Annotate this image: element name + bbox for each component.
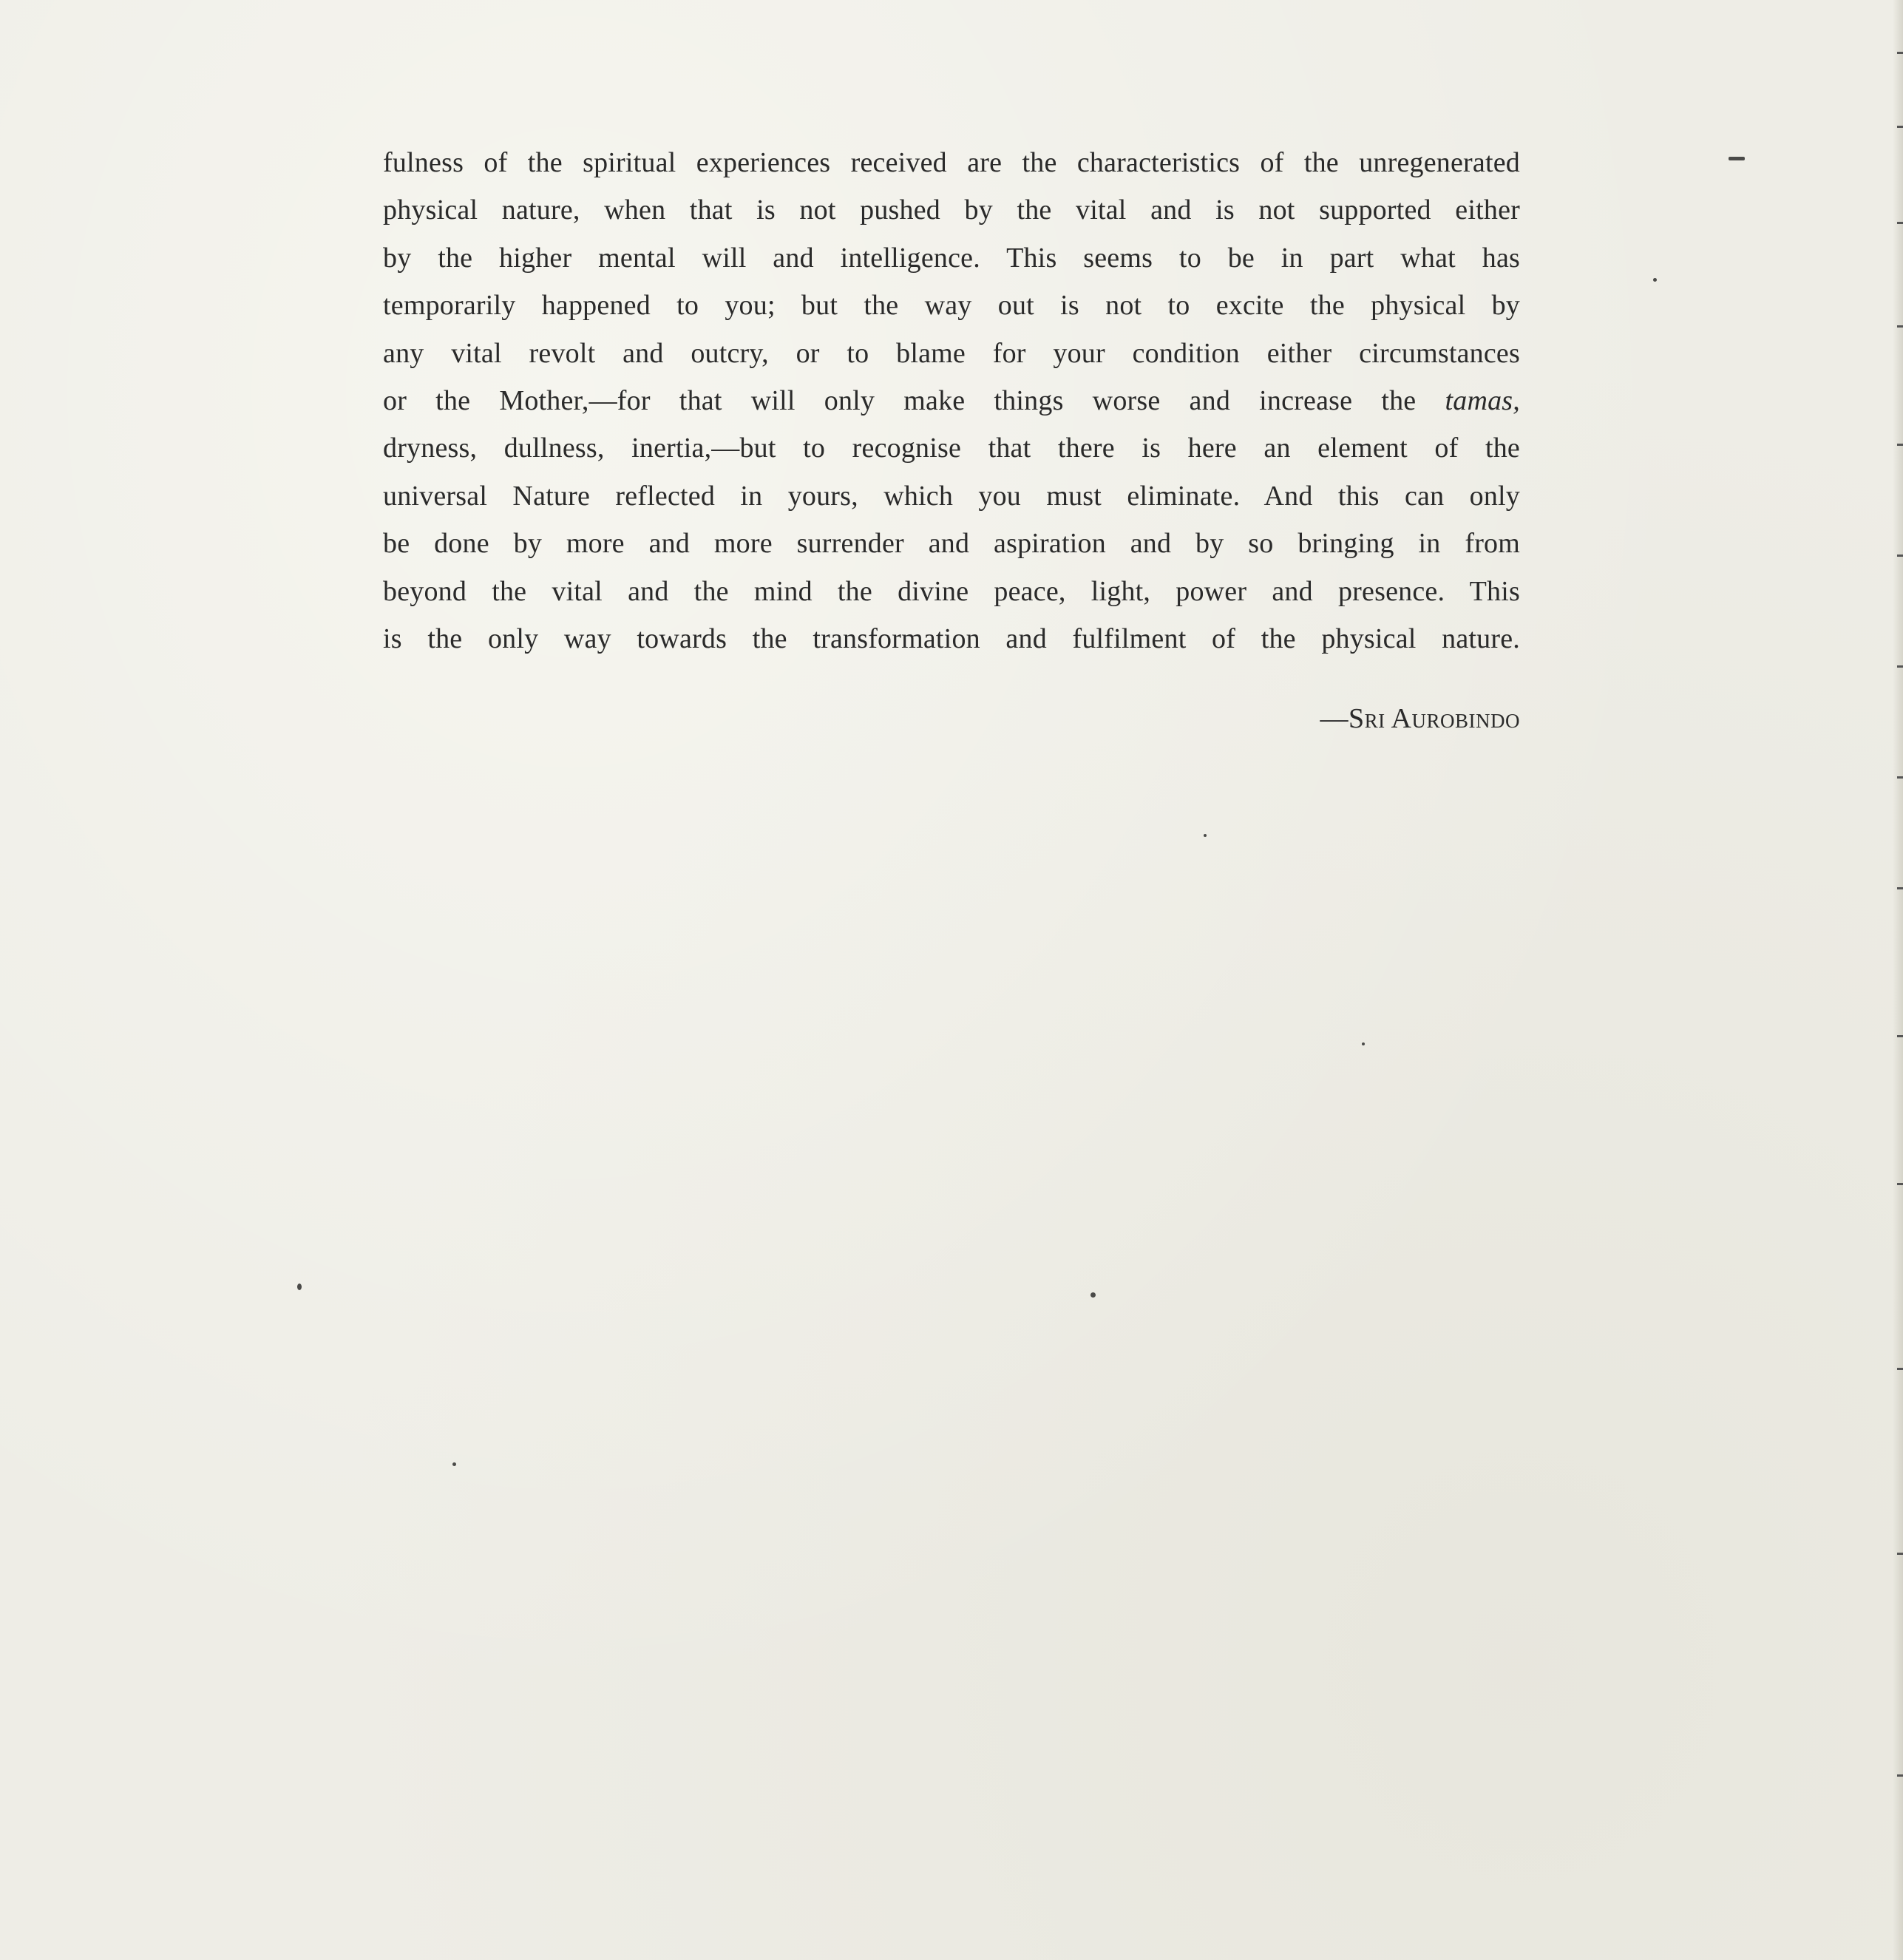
paper-speck — [297, 1284, 302, 1290]
edge-mark — [1897, 776, 1903, 779]
edge-mark — [1897, 555, 1903, 557]
edge-mark — [1897, 126, 1903, 128]
passage-line: is the only way towards the transformation and fulfilment of the physical nature. — [383, 623, 1520, 654]
edge-mark — [1897, 1774, 1903, 1777]
passage-text — [383, 139, 1520, 662]
paper-speck — [1362, 1042, 1365, 1045]
edge-mark — [1897, 52, 1903, 54]
edge-mark — [1897, 444, 1903, 446]
paper-speck — [452, 1462, 456, 1466]
paper-speck — [1653, 278, 1657, 282]
edge-mark — [1897, 887, 1903, 889]
edge-mark — [1897, 222, 1903, 224]
page-edge — [1893, 0, 1903, 1960]
passage-line: beyond the vital and the mind the divine peace, light, power and presence. This — [383, 575, 1520, 607]
paper-speck — [1204, 834, 1207, 837]
edge-mark — [1897, 1035, 1903, 1037]
edge-mark — [1897, 1183, 1903, 1185]
paper-speck — [1729, 157, 1745, 160]
paper-speck — [1090, 1292, 1096, 1298]
edge-mark — [1897, 325, 1903, 328]
passage-line: universal Nature reflected in yours, which you must eliminate. And this can only — [383, 480, 1520, 512]
passage-line: by the higher mental will and intelligence. This seems to be in part what has — [383, 242, 1520, 274]
edge-mark — [1897, 665, 1903, 668]
passage-line: temporarily happened to you; but the way out is not to excite the physical by — [383, 290, 1520, 322]
passage-line: be done by more and more surrender and aspiration and by so bringing in from — [383, 528, 1520, 560]
passage-line-text: or the Mother,—for that will only make things worse and increase the — [383, 384, 1445, 416]
passage-line: any vital revolt and outcry, or to blame for your condition either circumstances — [383, 337, 1520, 369]
passage-line: dryness, dullness, inertia,—but to recognise that there is here an element of the — [383, 433, 1520, 464]
edge-mark — [1897, 1368, 1903, 1370]
passage-line: fulness of the spiritual experiences received are the characteristics of the unregenerated — [383, 147, 1520, 178]
attribution: —Sri Aurobindo — [1320, 703, 1520, 734]
passage-line-with-italic — [383, 377, 1520, 424]
edge-mark — [1897, 1553, 1903, 1555]
passage-line: physical nature, when that is not pushed by the vital and is not supported either — [383, 194, 1520, 226]
italic-word: tamas, — [1445, 384, 1520, 416]
